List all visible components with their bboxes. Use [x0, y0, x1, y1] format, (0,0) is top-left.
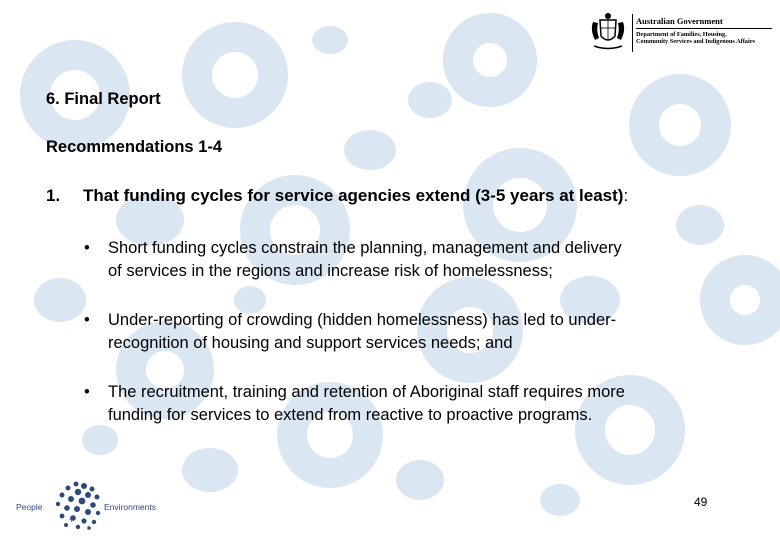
recommendation-1 [46, 186, 628, 206]
logo-dots-icon [50, 480, 102, 530]
department-name [636, 31, 755, 45]
bullet-line: The recruitment, training and retention of Aboriginal staff requires more [108, 383, 625, 401]
bullet-line: Short funding cycles constrain the planning, management and delivery [108, 239, 622, 257]
recommendation-text: That funding cycles for service agencies extend (3-5 years at least) [83, 186, 624, 205]
department-line: Department of Families, Housing, [636, 31, 727, 38]
bullet-line: funding for services to extend from reactive to proactive programs. [108, 406, 593, 424]
section-title: 6. Final Report [46, 90, 161, 108]
coat-of-arms-icon [588, 12, 628, 52]
bullet-line: Under-reporting of crowding (hidden homelessness) has led to under- [108, 311, 617, 329]
department-line: Community Services and Indigenous Affairs [636, 38, 755, 46]
slide-subtitle: Recommendations 1-4 [46, 138, 223, 156]
recommendation-number: 1. [46, 186, 61, 205]
bullet-item [84, 381, 744, 427]
logo-plus: + [69, 515, 75, 525]
logo-text-people: People [16, 502, 43, 512]
government-logo [588, 12, 774, 56]
bullet-icon: • [84, 239, 90, 257]
bullet-line: of services in the regions and increase risk of homelessness; [108, 262, 553, 280]
people-environments-logo [16, 480, 168, 530]
bullet-item [84, 309, 744, 355]
government-name: Australian Government [636, 16, 723, 26]
page-number: 49 [694, 495, 708, 509]
bullet-item [84, 237, 744, 283]
logo-text-environments: Environments [104, 502, 156, 512]
bullet-line: recognition of housing and support services needs; and [108, 334, 513, 352]
header-rule [636, 28, 772, 29]
bullet-icon: • [84, 383, 90, 401]
bullet-icon: • [84, 311, 90, 329]
header-divider [632, 14, 633, 52]
recommendation-colon: : [623, 186, 629, 205]
